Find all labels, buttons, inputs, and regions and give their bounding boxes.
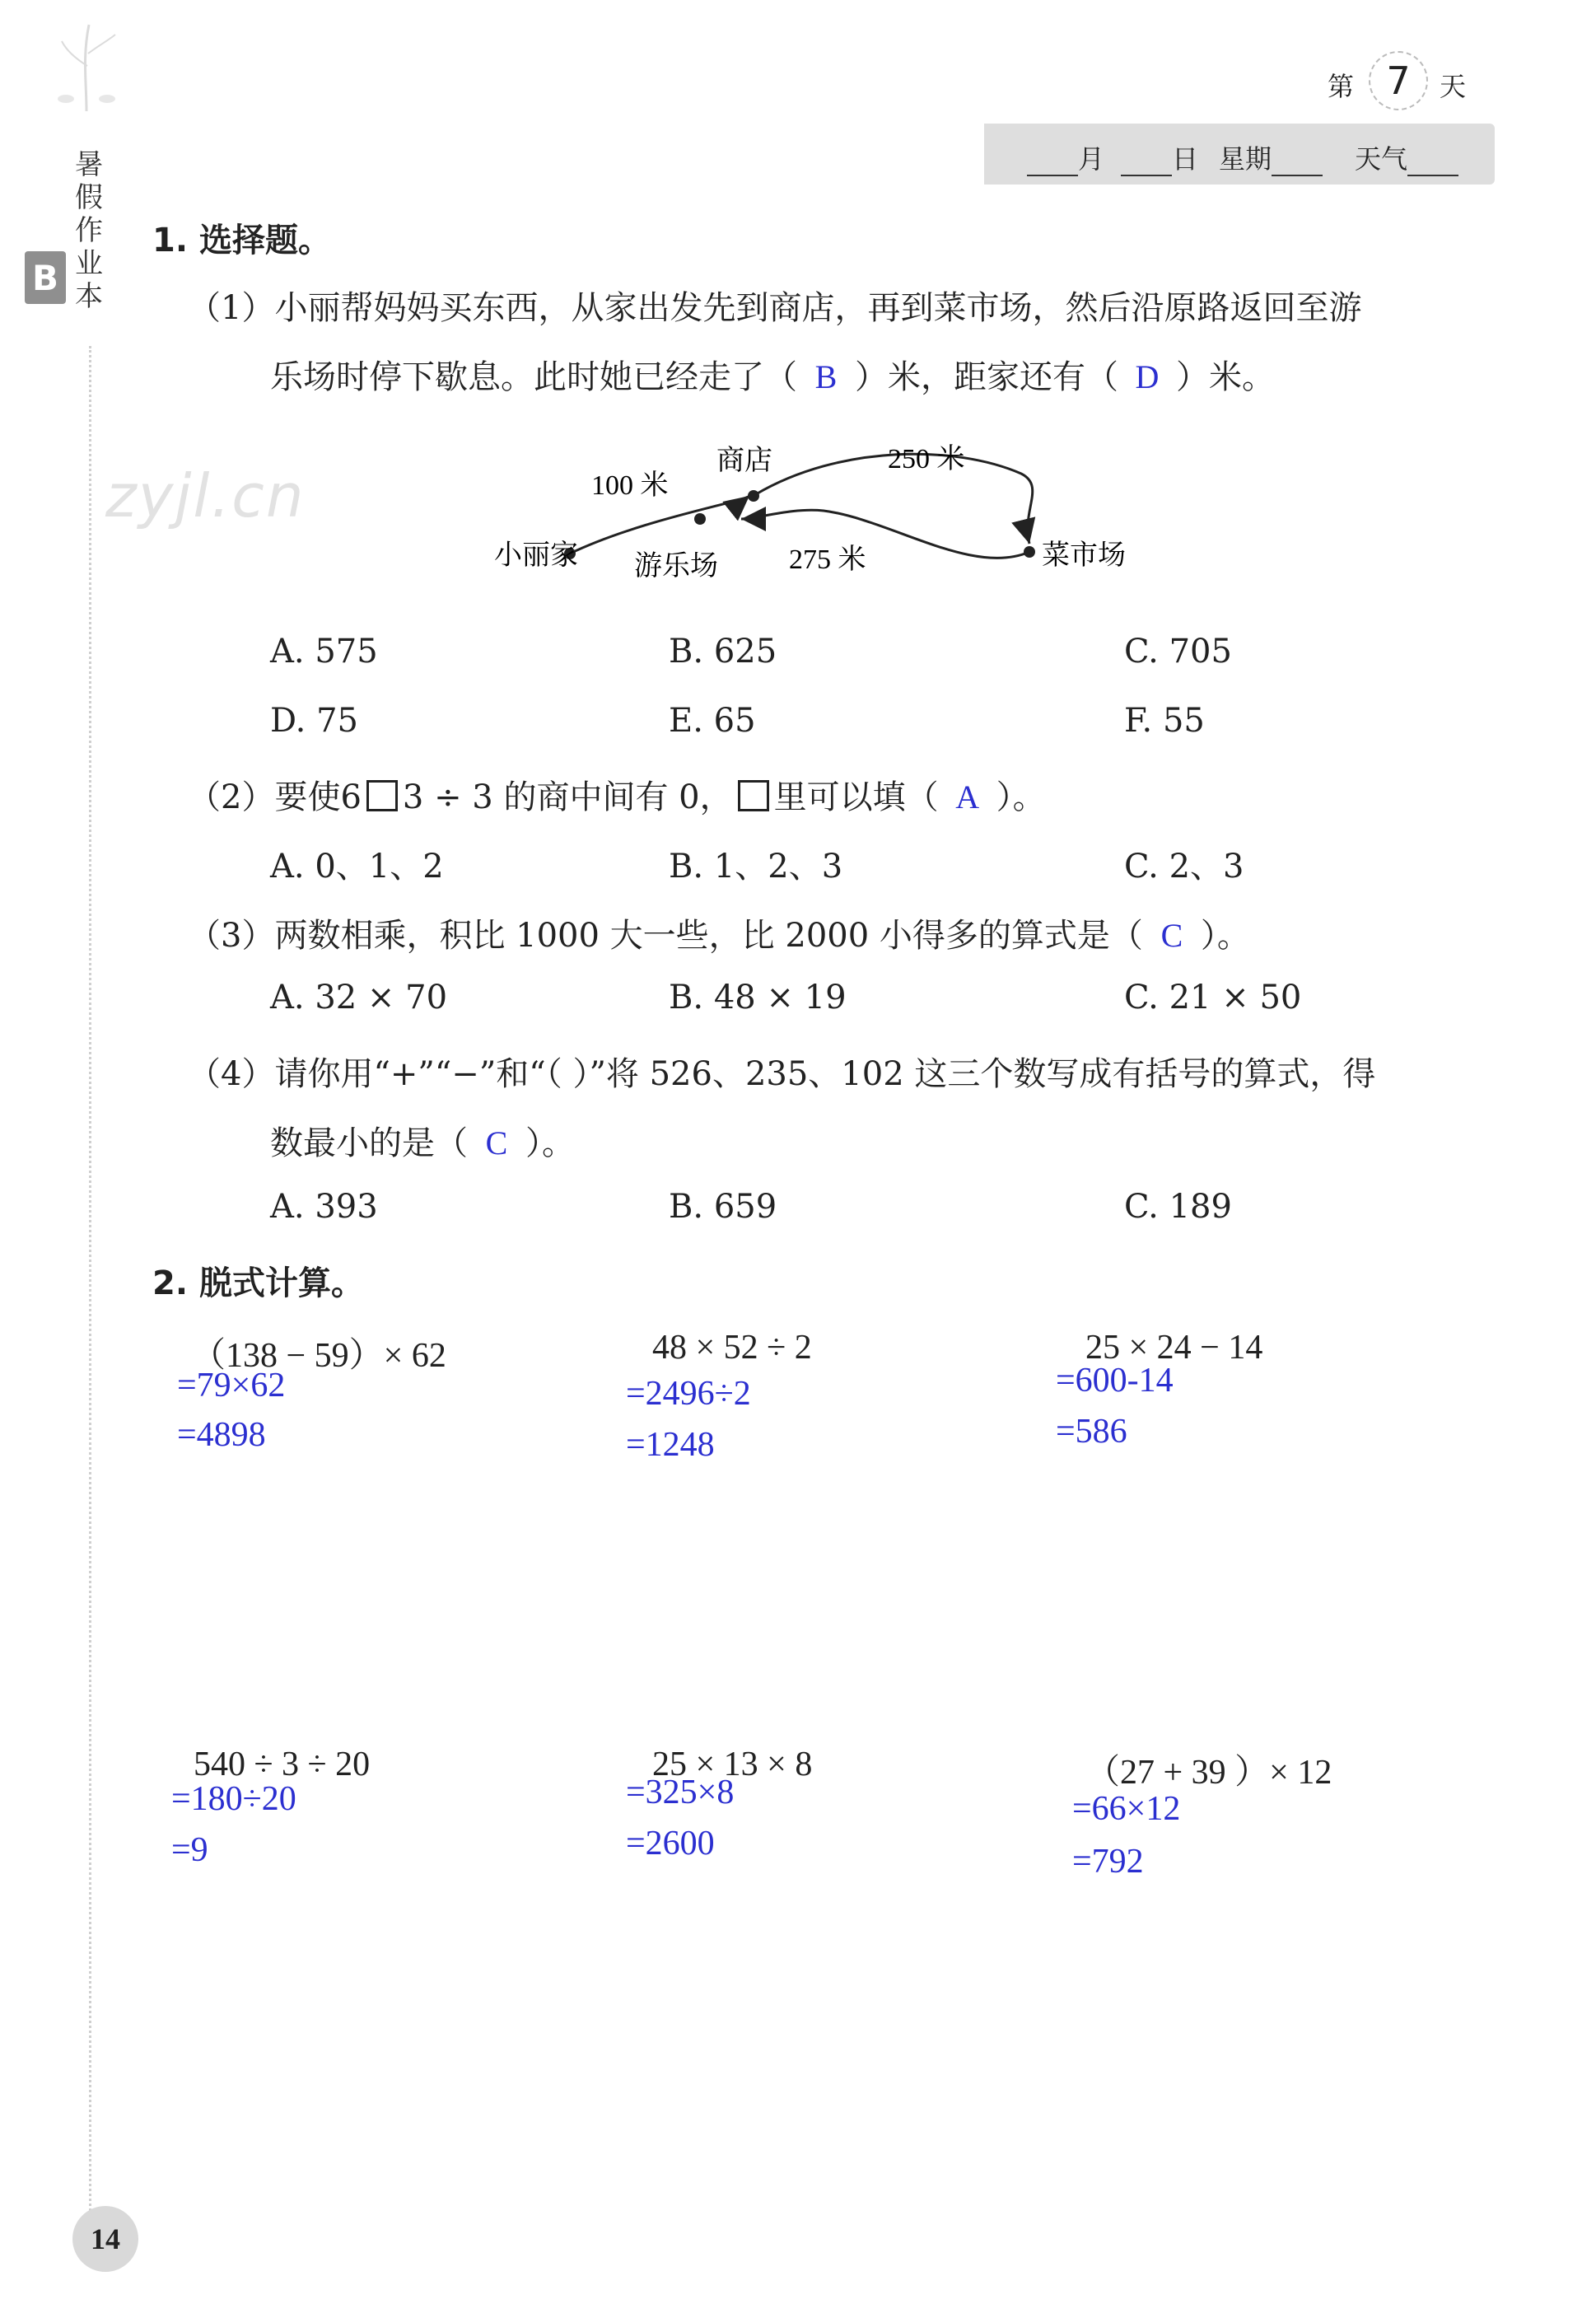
q1-option-d: D. 75 [270,702,358,740]
q1-option-f: F. 55 [1124,702,1205,740]
calc-step1-3: =600-14 [1056,1362,1174,1400]
q2-option-c: C. 2、3 [1124,848,1244,886]
calc-expr-2: 48 × 52 ÷ 2 [652,1329,812,1367]
route-diagram [494,428,1153,593]
weekday-label: 星期 [1219,143,1272,175]
calc-expr-1: （138 − 59）× 62 [191,1337,446,1375]
date-weather-bar [984,124,1495,185]
q3-line: （3）两数相乘，积比 1000 大一些，比 2000 小得多的算式是（ C ）。 [188,917,1250,955]
q1-option-a: A. 575 [270,633,378,671]
calc-step2-5: =2600 [626,1825,715,1862]
date-label: 日 [1172,143,1199,175]
label-market: 菜市场 [1042,539,1126,572]
q3-option-c: C. 21 × 50 [1124,979,1302,1016]
calc-step1-5: =325×8 [626,1774,735,1811]
q1-option-e: E. 65 [669,702,756,740]
calc-step2-1: =4898 [177,1416,266,1454]
q1-answer1: B [814,358,838,395]
label-shop: 商店 [716,444,772,477]
label-home: 小丽家 [494,539,578,572]
watermark: zyjl.cn [105,461,306,530]
q3-answer: C [1160,917,1183,954]
binding-dotted-line [89,346,91,2216]
q3-option-b: B. 48 × 19 [669,979,847,1016]
calc-expr-6: （27 + 39 ）× 12 [1085,1754,1332,1792]
q1-option-c: C. 705 [1124,633,1232,671]
q3-option-a: A. 32 × 70 [270,979,448,1016]
shop-point [748,490,759,502]
q2-option-b: B. 1、2、3 [669,848,843,886]
market-point [1024,546,1035,558]
q2-line: （2）要使6 3 ÷ 3 的商中间有 0， 里可以填（ A ）。 [188,778,1046,816]
q4-answer: C [485,1124,508,1161]
day-suffix: 天 [1440,71,1467,102]
blank-box-icon [366,780,398,811]
q2-answer: A [955,778,980,816]
section2-title: 2. 脱式计算。 [152,1264,364,1302]
calc-step2-4: =9 [171,1831,208,1869]
q1-answer2: D [1135,358,1160,395]
q1-line1: （1）小丽帮妈妈买东西，从家出发先到商店，再到菜市场，然后沿原路返回至游 [188,289,1362,327]
decorative-sprig-icon [49,16,124,115]
section1-title: 1. 选择题。 [152,222,331,259]
side-tab [31,124,114,346]
calc-step1-4: =180÷20 [171,1780,296,1818]
park-point [694,513,706,525]
day-prefix: 第 [1328,71,1355,102]
q1-option-b: B. 625 [669,633,777,671]
calc-step1-6: =66×12 [1072,1790,1181,1828]
calc-step2-3: =586 [1056,1413,1127,1451]
q1-line2: 乐场时停下歇息。此时她已经走了（ B ）米，距家还有（ D ）米。 [270,358,1275,396]
calc-expr-3: 25 × 24 − 14 [1085,1329,1263,1367]
day-indicator [1309,51,1499,109]
q4-line2: 数最小的是（ C ）。 [270,1124,575,1162]
label-distance-100: 100 米 [591,470,669,501]
day-number: 7 [1369,51,1428,110]
q2-option-a: A. 0、1、2 [270,848,444,886]
q4-option-b: B. 659 [669,1188,777,1226]
calc-step2-2: =1248 [626,1426,715,1464]
q4-line1: （4）请你用“+”“−”和“（ ）”将 526、235、102 这三个数写成有括号的算式，得 [188,1055,1376,1093]
calc-step1-2: =2496÷2 [626,1375,751,1413]
label-distance-250: 250 米 [888,444,965,474]
side-tab-badge: B [25,251,66,304]
q4-option-c: C. 189 [1124,1188,1232,1226]
blank-box-icon [738,780,769,811]
month-label: 月 [1078,143,1105,175]
calc-step1-1: =79×62 [177,1367,286,1404]
q4-option-a: A. 393 [270,1188,378,1226]
path-market-to-park [741,510,1029,558]
calc-expr-5: 25 × 13 × 8 [652,1746,813,1783]
label-park: 游乐场 [634,549,718,582]
label-distance-275: 275 米 [789,544,866,575]
weather-label: 天气 [1355,143,1408,175]
side-tab-title: 暑假作业本 [75,148,103,313]
page-number: 14 [72,2206,138,2272]
calc-expr-4: 540 ÷ 3 ÷ 20 [194,1746,371,1783]
calc-step2-6: =792 [1072,1843,1144,1881]
path-home-to-shop [570,496,749,554]
